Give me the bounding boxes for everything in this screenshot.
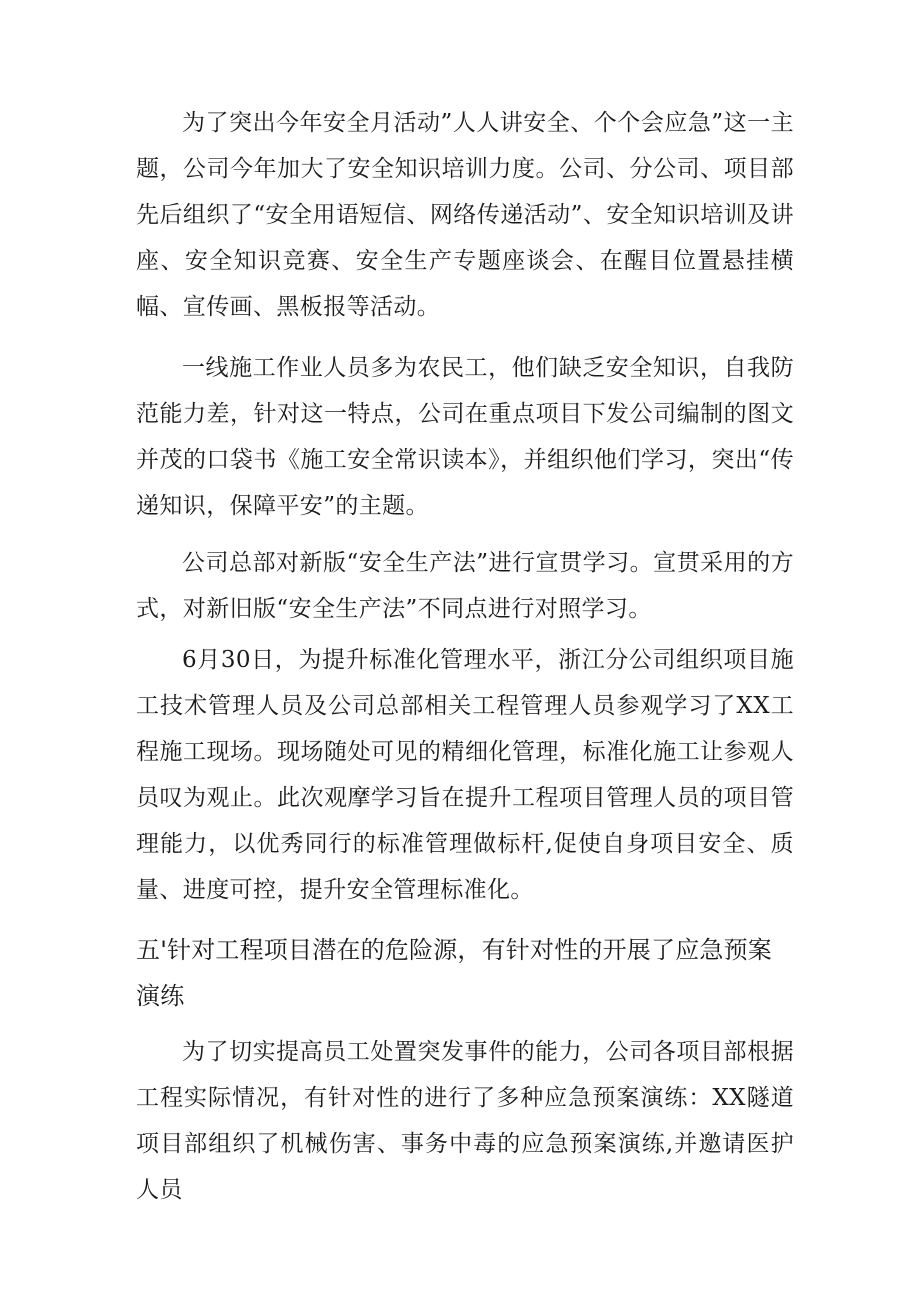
section-heading-emergency-drills: 五'针对工程项目潜在的危险源，有针对性的开展了应急预案演练 [136, 936, 772, 1010]
paragraph-site-visit: 6月30日，为提升标准化管理水平，浙江分公司组织项目施工技术管理人员及公司总部相关工程管理人员参观学习了XX工程施工现场。现场随处可见的精细化管理，标准化施工让参观人员叹为观止。此次观摩学习旨在提升工程项目管理人员的项目管理能力，以优秀同行的标准管理做标杆,促使自身项目安全、质量、进度可控，提升安全管理标准化。 [136, 647, 794, 903]
paragraph-emergency-drills: 为了切实提高员工处置突发事件的能力，公司各项目部根据工程实际情况，有针对性的进行了多种应急预案演练：XX隧道项目部组织了机械伤害、事务中毒的应急预案演练,并邀请医护人员 [136, 1039, 794, 1203]
paragraph-safety-month-training: 为了突出今年安全月活动”人人讲安全、个个会应急”这一主题，公司今年加大了安全知识培训力度。公司、分公司、项目部先后组织了“安全用语短信、网络传递活动”、安全知识培训及讲座、安全知识竞赛、安全生产专题座谈会、在醒目位置悬挂横幅、宣传画、黑板报等活动。 [136, 110, 794, 320]
paragraph-migrant-workers: 一线施工作业人员多为农民工，他们缺乏安全知识，自我防范能力差，针对这一特点，公司在重点项目下发公司编制的图文并茂的口袋书《施工安全常识读本》，并组织他们学习，突出“传递知识，保障平安”的主题。 [136, 355, 794, 519]
paragraph-safety-law-study: 公司总部对新版“安全生产法”进行宣贯学习。宣贯采用的方式，对新旧版“安全生产法”不同点进行对照学习。 [136, 550, 794, 622]
